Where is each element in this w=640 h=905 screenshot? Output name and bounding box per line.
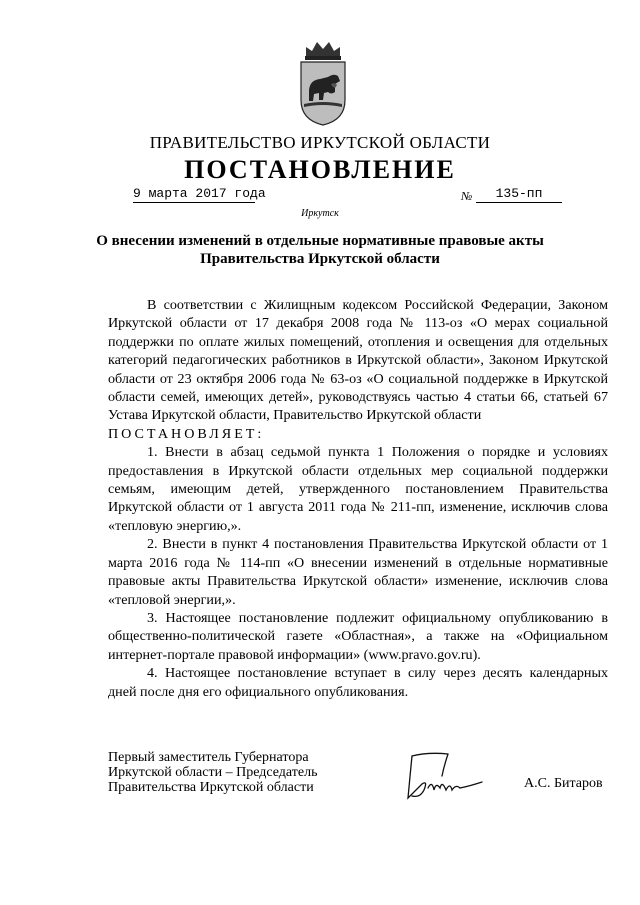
preamble-paragraph: В соответствии с Жилищным кодексом Российской Федерации, Законом Иркутской области от 17 декабря 2008 года № 113-оз «О мерах социальной поддержки по оплате жилых помещений, отопления и освещения для отдельных категорий педагогических работников в Иркутской области», Законом Иркутской области от 23 октября 2006 года № 63-оз «О социальной поддержке в Иркутской области семей, имеющих детей», руководствуясь частью 4 статьи 66, статьей 67 Устава Иркутской области, Правительство Иркутской области	[108, 297, 608, 424]
document-title	[60, 232, 580, 268]
resolves-heading: ПОСТАНОВЛЯЕТ:	[108, 425, 265, 442]
item-paragraph: 2. Внести в пункт 4 постановления Правительства Иркутской области от 1 марта 2016 года № 114-пп «О внесении изменений в отдельные нормативные правовые акты Правительства Иркутской области» изменение, исключив слова «тепловой энергии,».	[108, 536, 608, 608]
item-paragraph: 1. Внести в абзац седьмой пункта 1 Положения о порядке и условиях предоставления в Иркутской области отдельных мер социальной поддержки семьям, имеющим детей, утвержденного постановлением Правительства Иркутской области от 1 августа 2011 года № 211-пп, изменение, исключив слова «тепловую энергию,».	[108, 444, 608, 534]
document-number: 135-пп	[476, 186, 562, 203]
document-body	[108, 296, 608, 701]
title-line-2: Правительства Иркутской области	[200, 251, 440, 267]
organization-name: ПРАВИТЕЛЬСТВО ИРКУТСКОЙ ОБЛАСТИ	[149, 133, 491, 152]
item-paragraph: 4. Настоящее постановление вступает в силу через десять календарных дней после дня его официального опубликования.	[108, 665, 608, 700]
city-name: Иркутск	[301, 208, 339, 219]
title-line-1: О внесении изменений в отдельные нормативные правовые акты	[96, 233, 544, 249]
signer-position-line: Правительства Иркутской области	[108, 780, 314, 795]
document-type: ПОСТАНОВЛЕНИЕ	[184, 155, 456, 184]
number-label: №	[461, 189, 473, 203]
signer-name: А.С. Битаров	[524, 776, 603, 791]
coat-of-arms-icon	[298, 40, 348, 126]
document-date: 9 марта 2017 года	[133, 186, 266, 201]
item-paragraph: 3. Настоящее постановление подлежит официальному опубликованию в общественно-политической газете «Областная», а также на «Официальном интернет-портале правовой информации» (www.pravo.gov.ru).	[108, 609, 608, 663]
handwritten-signature	[398, 746, 494, 808]
signer-position	[108, 750, 317, 795]
signer-position-line: Первый заместитель Губернатора	[108, 750, 309, 765]
signer-position-line: Иркутской области – Председатель	[108, 765, 318, 780]
